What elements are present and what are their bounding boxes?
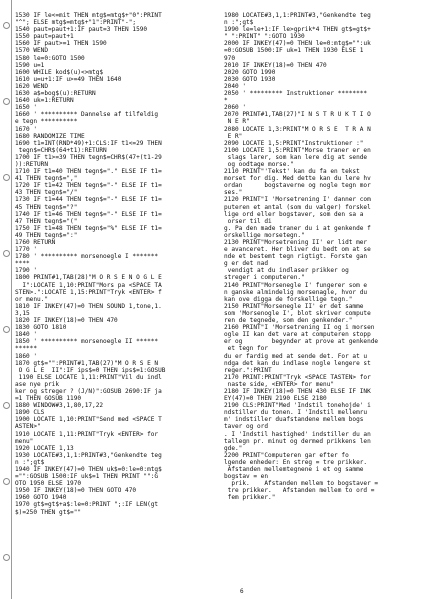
code-line: slags larer, som kan lere dig at sende [224, 153, 368, 161]
perforation-hole [3, 98, 10, 105]
code-line: 1640 uk=1:RETURN [15, 97, 74, 105]
code-line: naste side, <ENTER> for menu" [224, 380, 335, 388]
code-line: 1590 u=1 [15, 61, 45, 69]
code-line: **** [15, 260, 30, 268]
code-line: ndstiller du tonen. I 'Indstil mellemru [224, 409, 368, 417]
code-line: nde et bestemt tegn rigtigt. Forste gan [224, 253, 368, 261]
code-line: 1580 le=0:GOTO 1500 [15, 54, 85, 62]
listing-left-column [15, 12, 220, 592]
code-line: " ":PRINT" ":GOTO 1930 [224, 33, 305, 41]
code-line: g er det nad [224, 260, 269, 268]
code-line: reger.":PRINT [224, 366, 272, 374]
code-line: tegn$=CHR$(64+t1):RETURN [15, 146, 107, 154]
code-line: 1570 WEND [15, 47, 49, 55]
code-line: 1540 paut=paut+1:IF paut=3 THEN 1590 [15, 26, 148, 34]
code-line: 1890 CLS [15, 409, 45, 417]
code-line: n :";gt$ [15, 458, 45, 466]
code-line: 1680 RANDOMIZE TIME [15, 132, 85, 140]
code-line: $)=250 THEN gt$="" [15, 508, 82, 516]
code-line: ordan bogstaverne og nogle tegn mor [224, 182, 371, 190]
code-line: 1950 IF INKEY(18)=0 THEN GOTO 470 [15, 487, 137, 495]
code-line: 1850 ' ********** morsenoegle II ****** [15, 338, 159, 346]
code-line: 970 [224, 54, 236, 62]
code-line: 1740 IF t1=46 THEN tegn$="-" ELSE IF t1= [15, 210, 162, 218]
perforation-hole [3, 402, 10, 409]
code-line: =1 THEN GOSUB 1190 [15, 395, 82, 403]
perforation-hole [3, 554, 10, 561]
code-line: ogle II kan det vare at computeren stopp [224, 331, 371, 339]
code-line: 1820 IF INKEY(18)=0 THEN 470 [15, 317, 118, 325]
code-line: er og begynder at prove at genkende [224, 338, 379, 346]
code-line: 2020 GOTO 1990 [224, 68, 276, 76]
code-line: 1980 LOCATE#3,1,1:PRINT#3,"Genkendte teg [224, 12, 371, 19]
code-line: 2010 IF INKEY(18)=0 THEN 470 [224, 61, 327, 69]
code-line: tallegn pr. minut og dermed prikkens len [224, 437, 371, 445]
code-line: 49 THEN tegn$=":" [15, 231, 78, 239]
code-line: ker og streger ? (J/N)":GOSUB 2690:IF ja [15, 387, 162, 395]
perforation-hole [3, 250, 10, 257]
code-line: vendigt at du indlaser prikker og [224, 267, 349, 275]
code-line: 1970 gt$=gt$+a$:le=0:PRINT ";:IF LEN(gt [15, 501, 159, 509]
code-line: e tegn ********** [15, 118, 78, 126]
code-line: lgende enheder: En streg = tre prikker. [224, 458, 368, 466]
code-line: 1910 LOCATE 1,11:PRINT"Tryk <ENTER> for [15, 430, 159, 438]
code-line: 2060 ' [224, 104, 247, 112]
code-line: 1690 t1=INT(RND*49)+1:CLS:IF t1<=29 THEN [15, 139, 162, 147]
code-line: 1840 ' [15, 331, 38, 339]
code-line: kan ove digga de forskellige tegn." [224, 295, 353, 303]
code-line: og oodtage morse." [224, 160, 294, 168]
code-line: OTO 1950 ELSE 1970 [15, 480, 82, 488]
code-line: 2110 PRINT"'Tekst' kan du fa en tekst [224, 168, 360, 176]
code-line: 2100 LOCATE 1,5:PRINT"Morse traner er en [224, 146, 371, 154]
code-line: gde." [224, 444, 243, 452]
code-line: 1710 IF t1=40 THEN tegn$="." ELSE IF t1= [15, 168, 162, 176]
code-line: m' indstiller duafstandene mellem bogs [224, 416, 364, 424]
code-line: ="":GOSUB 1500:IF uk$=1 THEN PRINT "":G [15, 473, 159, 481]
code-line: n ganske almindelig morsenagle, hvor du [224, 288, 368, 296]
code-line: orser til di [224, 217, 272, 225]
code-line: 1940 IF INKEY(47)=0 THEN uk$=0:le=0:mtg$ [15, 466, 162, 473]
code-line: 45 THEN tegn$="?" [15, 203, 78, 211]
page-number: 6 [240, 588, 244, 595]
listing-right-column [224, 12, 429, 592]
code-line: 1750 IF t1=48 THEN tegn$="%" ELSE IF t1= [15, 224, 162, 232]
code-line: 2170 PRINT:PRINT"Tryk <SPACE TASTEN> for [224, 373, 371, 381]
code-line: O G L E II":IF ips$=0 THEN ips$=1:GOSUB [15, 366, 166, 374]
code-line: STEN>.":LOCATE 1,15:PRINT"Tryk <ENTER> f [15, 288, 162, 296]
code-line: 1730 IF t1=44 THEN tegn$="-" ELSE IF t1= [15, 196, 162, 204]
code-line: 1650 ' [15, 104, 38, 112]
code-line: 1190 ELSE LOCATE 1,11:PRINT"Vil du indl [15, 373, 162, 381]
code-line: som 'Morsenogle I', blot skriver compute [224, 309, 371, 317]
code-line: 41 THEN tegn$="," [15, 175, 78, 183]
code-line: orskellige morsetegn." [224, 231, 305, 239]
code-line: E R" [224, 132, 243, 140]
code-line: 2080 LOCATE 1,3:PRINT"M O R S E T R A N [224, 125, 371, 133]
code-line: morset for dig. Med dette kan du lere hv [224, 175, 371, 183]
code-line: 2050 ' ********* Instruktioner ******** [224, 90, 368, 98]
code-line: 1760 RETURN [15, 239, 56, 246]
perforation-hole [3, 326, 10, 333]
code-line: ndga det kan du indlase nogle lengere st [224, 359, 371, 367]
code-line: 3,15 [15, 309, 30, 317]
code-line: EY(47)=0 THEN 2190 ELSE 2180 [224, 395, 327, 403]
code-line: 2150 PRINT"Morsenegle II' er det samme [224, 302, 364, 310]
code-line: 1990 le=le+1:IF le>gprik*4 THEN gt$=gt$+ [224, 26, 371, 34]
code-line: 1550 paut=paut+1 [15, 33, 74, 41]
code-line: 2160 PRINT"I 'Morsetrening II og i morsen [224, 324, 375, 332]
code-line: tre prikker. Afstanden mellem to ord = [224, 487, 375, 495]
code-line: )):RETURN [15, 160, 49, 168]
perforation-hole [3, 478, 10, 485]
code-line: 1720 IF t1=42 THEN tegn$="-" ELSE IF t1= [15, 182, 162, 190]
perforation-hole [3, 22, 10, 29]
perforation-hole [3, 174, 10, 181]
code-line: lige ord eller bogstaver, som den sa a [224, 210, 364, 218]
code-line: 2040 ' [224, 82, 247, 90]
code-line: n :";gt$ [224, 19, 254, 27]
code-line: 1630 a$=bog$(u):RETURN [15, 90, 96, 98]
code-line: 1810 IF INKEY(47)=0 THEN SOUND 1,tone,1. [15, 302, 162, 310]
code-line: 1800 PRINT#1,TAB(28)"M O R S E N O G L E [15, 274, 162, 282]
code-line: 1860 ' [15, 352, 38, 360]
code-line: 1880 WINDOW#3,1,80,17,22 [15, 402, 104, 410]
code-line: 1610 u=u+1:IF u>=49 THEN 1640 [15, 75, 122, 83]
code-line: =0:GOSUB 1500:IF uk=1 THEN 1930 ELSE 1 [224, 47, 364, 55]
code-line: 1620 WEND [15, 82, 49, 90]
code-line: 2030 GOTO 1930 [224, 75, 276, 83]
code-line: . I 'Indstil hastighed' indstiller du an [224, 430, 371, 438]
code-line: 43 THEN tegn$="/" [15, 189, 78, 197]
code-line: ****** [15, 345, 38, 353]
code-line: Afstanden mellemtegnene i et og samme [224, 466, 364, 473]
code-line: 1960 GOTO 1940 [15, 494, 67, 502]
code-line: e avanceret. Her bliver du bedt om at se [224, 246, 371, 254]
code-line: 2120 PRINT"I 'Morsetrening I' danner com [224, 196, 371, 204]
code-line: du er fardig med at sende det. For at u [224, 352, 368, 360]
code-line: 1930 LOCATE#3,1,1:PRINT#3,"Genkendte teg [15, 451, 162, 459]
code-line: ren de tegnede, som den genkender." [224, 317, 353, 325]
code-line: 1600 WHILE kod$(u)<>mtg$ [15, 68, 104, 76]
code-line: puteren et antal (som du vælger) forskel [224, 203, 371, 211]
code-line: ase nye prik [15, 380, 60, 388]
code-line: ASTEN>" [15, 423, 41, 431]
code-line: taver og ord [224, 423, 269, 431]
code-line: 2000 IF INKEY(47)=0 THEN le=0:mtg$="":uk [224, 40, 371, 48]
code-line: 1900 LOCATE 1,10:PRINT"Send med <SPACE T [15, 416, 162, 424]
code-line: 1780 ' ********** morsenoegle I ******* [15, 253, 159, 261]
perforated-margin [0, 0, 12, 599]
code-line: 2200 PRINT"Computeren gar efter fo [224, 451, 349, 459]
code-line: 2190 CLS:PRINT"Med 'Indstil tonehojde' i [224, 402, 371, 410]
code-line: * [224, 97, 228, 105]
code-line: 1700 IF t1>=39 THEN tegn$=CHR$(47+(t1-29 [15, 153, 162, 161]
code-line: "^"; ELSE mtg$=mtg$+"1":PRINT"-"; [15, 19, 137, 27]
code-line: 2090 LOCATE 1,5:PRINT"Instruktioner :" [224, 139, 364, 147]
code-line: 1790 ' [15, 267, 38, 275]
code-line: I":LOCATE 1,10:PRINT"Mors pa <SPACE TA [15, 281, 162, 289]
code-line: 1670 ' [15, 125, 38, 133]
code-line: ses." [224, 189, 243, 197]
code-line: 2180 IF INKEY(18)=0 THEN 430 ELSE IF INK [224, 387, 371, 395]
code-line: N E R" [224, 118, 250, 126]
code-line: 1560 IF paut>=1 THEN 1590 [15, 40, 107, 48]
code-line: 1770 ' [15, 246, 38, 254]
code-line: fem prikker." [224, 494, 276, 502]
code-line: 2130 PRINT"Morsetrening II' er lidt mer [224, 239, 368, 246]
code-line: 1920 LOCATE 1,13 [15, 444, 74, 452]
code-line: streger i computeren." [224, 274, 305, 282]
code-line: 1530 IF le<=mit THEN mtg$=mtg$+"0":PRINT [15, 12, 162, 19]
code-line: bogstav = en [224, 473, 269, 481]
code-line: menu" [15, 437, 34, 445]
code-line: 1660 ' ********** Dannelse af tilfeldig [15, 111, 159, 119]
code-line: 47 THEN tegn$="(" [15, 217, 78, 225]
code-line: et tegn for [224, 345, 269, 353]
code-line: 2070 PRINT#1,TAB(27)"I N S T R U K T I O [224, 111, 371, 119]
code-line: prik. Afstanden mellem to bogstaver = [224, 480, 379, 488]
code-line: g. Pa den made traner du i at genkende f [224, 224, 371, 232]
code-line: 2140 PRINT"Morsenegle I' fungerer som e [224, 281, 368, 289]
code-line: 1870 gt$="":PRINT#1,TAB(27)"M O R S E N [15, 359, 159, 367]
code-line: or menu." [15, 295, 49, 303]
code-line: 1830 GOTO 1810 [15, 324, 67, 332]
